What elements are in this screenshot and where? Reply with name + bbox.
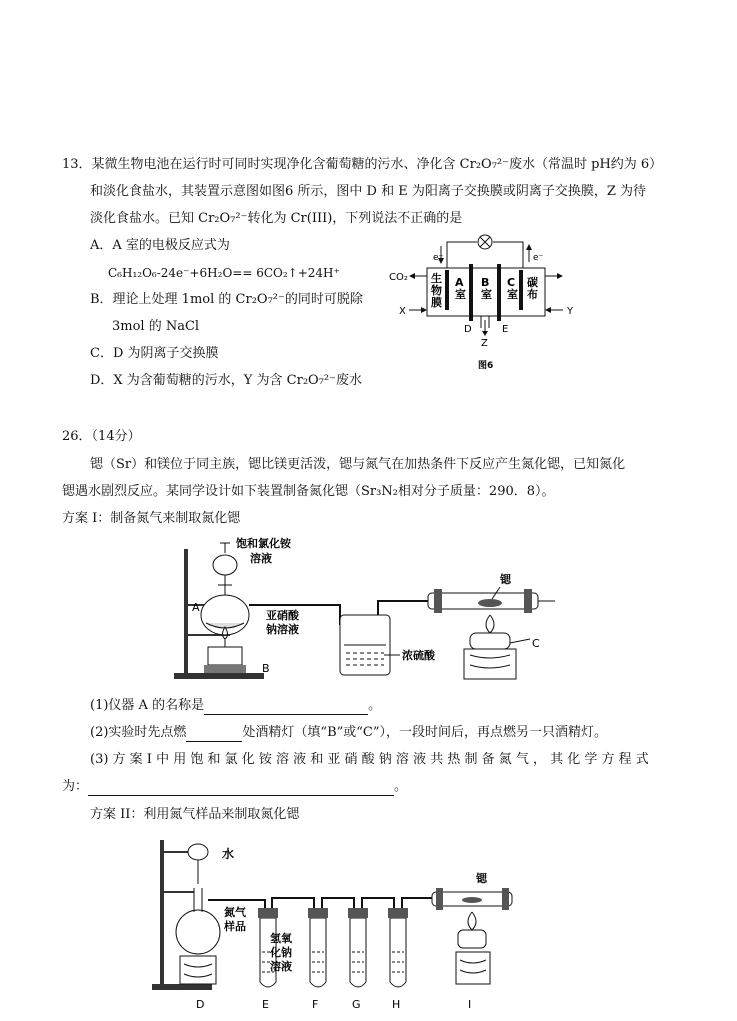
q13-line-3: 淡化食盐水。已知 Cr₂O₇²⁻转化为 Cr(III)，下列说法不正确的是 bbox=[90, 211, 463, 226]
q13-option-c: C．D 为阴离子交换膜 bbox=[90, 346, 219, 361]
room-a-label-2: 室 bbox=[455, 288, 466, 301]
water-label: 水 bbox=[222, 847, 235, 861]
q13-option-b-line-1: B．理论上处理 1mol 的 Cr₂O₇²⁻的同时可脱除 bbox=[90, 292, 363, 307]
separatory-funnel bbox=[213, 555, 237, 575]
figure-6-caption: 图6 bbox=[478, 361, 494, 371]
apparatus-label-h: H bbox=[392, 998, 401, 1011]
apparatus-label-d: D bbox=[196, 998, 205, 1011]
dropping-funnel bbox=[188, 844, 208, 860]
flask-d bbox=[176, 910, 220, 954]
q13-line-1: 13．某微生物电池在运行时可同时实现净化含葡萄糖的污水、净化含 Cr₂O₇²⁻废水（常温时 pH约为 6） bbox=[62, 157, 663, 172]
q26-header: 26．（14分） bbox=[62, 429, 141, 444]
x-inlet-label: X bbox=[399, 306, 406, 317]
co2-label: CO₂ bbox=[389, 272, 408, 283]
stopper bbox=[308, 908, 328, 918]
y-inlet-label: Y bbox=[567, 306, 574, 317]
membrane-d bbox=[469, 264, 473, 321]
reagent-ammonium-chloride-label-1: 饱和氯化铵 bbox=[236, 537, 291, 550]
q13-option-a-equation: C₆H₁₂O₆-24e⁻+6H₂O== 6CO₂↑+24H⁺ bbox=[108, 266, 340, 280]
label-a: A bbox=[192, 601, 200, 614]
membrane-e bbox=[497, 264, 501, 321]
subq-2: (2)实验时先点燃 处酒精灯（填“B”或“C”），一段时间后，再点燃另一只酒精灯。 bbox=[90, 725, 608, 740]
electron-left-label: e⁻ bbox=[433, 253, 444, 263]
strontium-label-2: 锶 bbox=[476, 872, 487, 885]
q13-option-d: D．X 为含葡萄糖的污水，Y 为含 Cr₂O₇²⁻废水 bbox=[90, 373, 362, 388]
naoh-label-1: 氢氧 bbox=[270, 932, 292, 945]
subq-3-line-1: (3) 方 案 I 中 用 饱 和 氯 化 铵 溶 液 和 亚 硝 酸 钠 溶 液 共 热 制 备 氮 气 ， 其 化 学 方 程 式 bbox=[90, 752, 649, 767]
q13-line-2: 和淡化食盐水，其装置示意图如图6 所示，图中 D 和 E 为阳离子交换膜或阴离子交换膜，Z 为待 bbox=[90, 184, 647, 199]
room-a-label-1: A bbox=[455, 276, 464, 289]
apparatus-label-e: E bbox=[262, 998, 269, 1011]
bio-membrane-label-1: 生 bbox=[431, 272, 442, 285]
bio-membrane-label-3: 膜 bbox=[431, 296, 442, 309]
nitrogen-sample-label-2: 样品 bbox=[224, 920, 246, 933]
carbon-cloth-label-2: 布 bbox=[527, 288, 538, 301]
plan-1-apparatus-diagram bbox=[170, 535, 570, 685]
room-b-label-1: B bbox=[481, 276, 490, 289]
q13-option-a: A．A 室的电极反应式为 bbox=[90, 238, 230, 253]
subq-3-blank[interactable] bbox=[88, 795, 394, 796]
strontium-label: 锶 bbox=[500, 573, 511, 586]
q26-intro-line-2: 锶遇水剧烈反应。某同学设计如下装置制备氮化锶（Sr₃N₂相对分子质量：290．8）。 bbox=[62, 484, 555, 499]
nitrogen-sample-label-1: 氮气 bbox=[224, 906, 246, 919]
plan-2-title: 方案 II：利用氮气样品来制取氮化锶 bbox=[90, 807, 300, 822]
plan-1-title: 方案 I：制备氮气来制取氮化锶 bbox=[62, 511, 241, 526]
apparatus-label-i: I bbox=[468, 998, 472, 1011]
flask-a bbox=[201, 595, 249, 635]
plan-2-apparatus-diagram bbox=[150, 832, 530, 1014]
membrane-e-label: E bbox=[502, 324, 509, 335]
alcohol-lamp-c bbox=[486, 615, 494, 633]
z-outlet-label: Z bbox=[481, 338, 488, 349]
subq-1-blank[interactable] bbox=[204, 714, 368, 715]
room-b-label-2: 室 bbox=[481, 288, 492, 301]
subq-1: (1)仪器 A 的名称是 。 bbox=[90, 698, 382, 713]
carbon-cloth-label-1: 碳 bbox=[527, 276, 538, 289]
room-c-label-2: 室 bbox=[507, 288, 518, 301]
reagent-sodium-nitrite-label-1: 亚硝酸 bbox=[266, 609, 299, 622]
stopper bbox=[388, 908, 408, 918]
room-c-label-1: C bbox=[507, 276, 516, 289]
stopper bbox=[348, 908, 368, 918]
reagent-ammonium-chloride-label-2: 溶液 bbox=[250, 552, 272, 565]
subq-2-blank[interactable] bbox=[186, 741, 242, 742]
label-b: B bbox=[262, 662, 270, 675]
subq-3-line-2: 为： 。 bbox=[62, 779, 408, 794]
apparatus-label-g: G bbox=[352, 998, 361, 1011]
bio-membrane-label-2: 物 bbox=[431, 284, 442, 297]
q13-option-b-line-2: 3mol 的 NaCl bbox=[112, 319, 200, 334]
apparatus-label-f: F bbox=[312, 998, 319, 1011]
iron-stand bbox=[184, 549, 188, 679]
membrane-d-label: D bbox=[464, 324, 472, 335]
electron-right-label: e⁻ bbox=[533, 253, 544, 263]
label-c: C bbox=[532, 637, 540, 650]
conc-sulfuric-acid-label: 浓硫酸 bbox=[402, 649, 435, 662]
figure-6-cell-diagram bbox=[385, 228, 585, 373]
q26-intro-line-1: 锶（Sr）和镁位于同主族，锶比镁更活泼，锶与氮气在加热条件下反应产生氮化锶，已知氮化 bbox=[90, 457, 626, 472]
reagent-sodium-nitrite-label-2: 钠溶液 bbox=[266, 623, 299, 636]
stopper bbox=[258, 908, 278, 918]
naoh-label-2: 化钠 bbox=[270, 946, 292, 959]
naoh-label-3: 溶液 bbox=[270, 960, 292, 973]
